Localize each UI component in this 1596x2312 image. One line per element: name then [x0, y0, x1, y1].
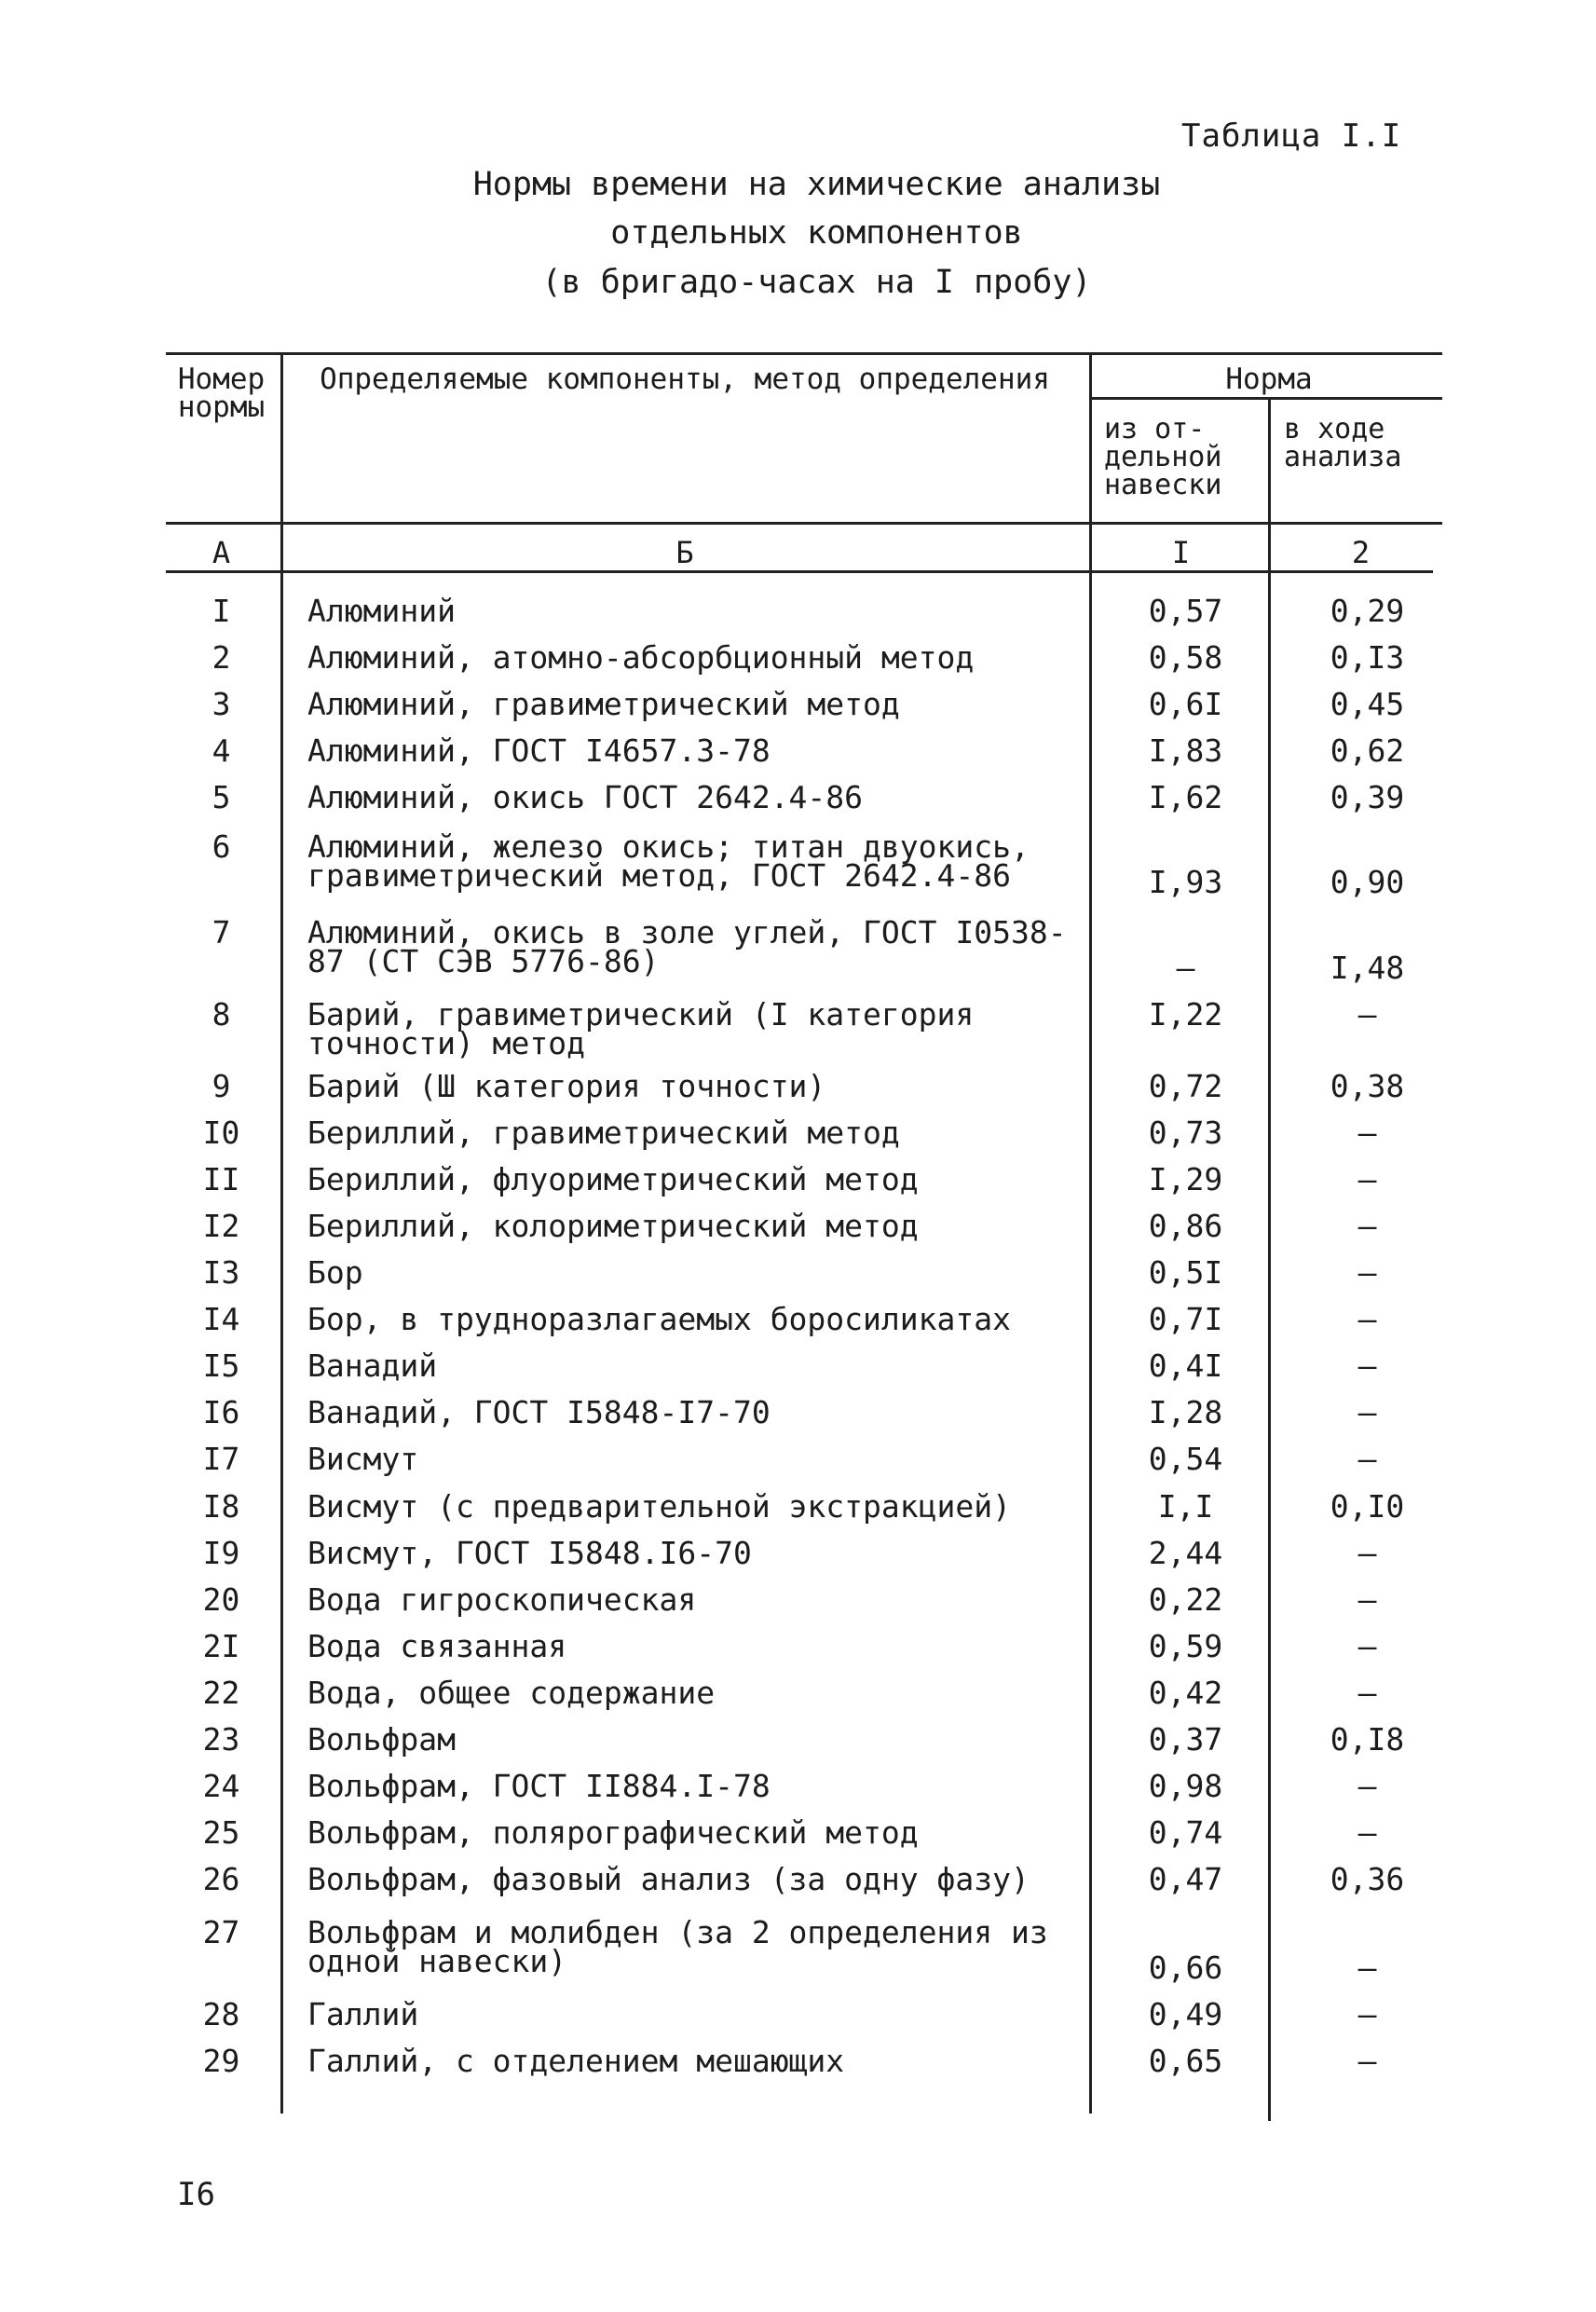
- row-number: 23: [202, 1721, 240, 1758]
- row-norm-during: 0,62: [1330, 732, 1405, 769]
- row-norm-separate: 0,74: [1148, 1814, 1223, 1851]
- row-norm-separate: 0,73: [1148, 1115, 1223, 1151]
- row-norm-during: –: [1357, 1996, 1377, 2032]
- row-norm-during: 0,39: [1330, 779, 1405, 815]
- table-title-line-1: Нормы времени на химические анализы: [472, 166, 1161, 203]
- header-bottom-rule: [166, 522, 1442, 525]
- index-col-a: А: [211, 535, 231, 570]
- row-norm-separate: 0,6I: [1148, 686, 1223, 722]
- row-component: Вода, общее содержание: [307, 1675, 716, 1711]
- row-norm-during: –: [1357, 1208, 1377, 1244]
- row-norm-separate: 0,54: [1148, 1441, 1223, 1477]
- row-number: 7: [211, 914, 231, 951]
- row-norm-during: –: [1357, 2043, 1377, 2079]
- row-norm-separate: 0,58: [1148, 639, 1223, 676]
- row-norm-separate: I,I: [1157, 1488, 1214, 1525]
- header-norm: Норма: [1225, 363, 1313, 396]
- row-norm-separate: 0,57: [1148, 593, 1223, 629]
- row-number: 2I: [202, 1628, 240, 1664]
- row-number: I9: [202, 1535, 240, 1571]
- row-norm-separate: 0,49: [1148, 1996, 1223, 2032]
- row-number: 3: [211, 686, 231, 722]
- row-component: Бор, в трудноразлагаемых боросиликатах: [307, 1301, 1011, 1337]
- row-component: Алюминий, железо окись; титан двуокись, гравиметрический метод, ГОСТ 2642.4-86: [307, 828, 1030, 894]
- row-norm-separate: 0,86: [1148, 1208, 1223, 1244]
- row-norm-separate: I,83: [1148, 732, 1223, 769]
- row-norm-during: 0,I0: [1330, 1488, 1405, 1525]
- row-number: I4: [202, 1301, 240, 1337]
- row-component: Барий (Ш категория точности): [307, 1068, 826, 1104]
- page-number: I6: [177, 2176, 215, 2213]
- row-component: Барий, гравиметрический (I категория точности) метод: [307, 996, 975, 1061]
- index-row-bottom-rule: [166, 570, 1433, 573]
- row-norm-separate: 0,37: [1148, 1721, 1223, 1758]
- row-norm-separate: 0,66: [1148, 1949, 1223, 1986]
- row-norm-separate: I,28: [1148, 1394, 1223, 1430]
- row-norm-separate: 0,98: [1148, 1768, 1223, 1804]
- norm-subheader-rule: [1090, 397, 1442, 400]
- row-component: Висмут: [307, 1441, 419, 1477]
- table-top-rule: [166, 352, 1442, 355]
- column-divider-1: [280, 352, 283, 2114]
- row-number: I6: [202, 1394, 240, 1430]
- row-norm-during: 0,45: [1330, 686, 1405, 722]
- header-components: Определяемые компоненты, метод определения: [320, 363, 1050, 396]
- row-norm-during: 0,I3: [1330, 639, 1405, 676]
- row-component: Алюминий, окись ГОСТ 2642.4-86: [307, 779, 864, 815]
- row-norm-during: –: [1357, 1161, 1377, 1197]
- row-number: 24: [202, 1768, 240, 1804]
- row-norm-during: 0,38: [1330, 1068, 1405, 1104]
- row-number: 28: [202, 1996, 240, 2032]
- row-component: Вольфрам, полярографический метод: [307, 1814, 919, 1851]
- header-during-analysis: в ходе анализа: [1284, 413, 1402, 473]
- header-separate-sample: из от-дельной навески: [1104, 413, 1222, 501]
- row-component: Вода связанная: [307, 1628, 567, 1664]
- row-norm-during: –: [1357, 1254, 1377, 1291]
- row-number: 2: [211, 639, 231, 676]
- row-number: I5: [202, 1348, 240, 1384]
- row-component: Вольфрам, фазовый анализ (за одну фазу): [307, 1861, 1030, 1897]
- row-norm-during: –: [1357, 1394, 1377, 1430]
- row-component: Ванадий: [307, 1348, 438, 1384]
- row-number: 6: [211, 828, 231, 865]
- row-norm-during: –: [1357, 1814, 1377, 1851]
- row-norm-during: –: [1357, 1441, 1377, 1477]
- row-norm-separate: I,62: [1148, 779, 1223, 815]
- row-norm-separate: I,93: [1148, 864, 1223, 900]
- row-component: Вода гигроскопическая: [307, 1581, 697, 1618]
- row-norm-during: –: [1357, 1115, 1377, 1151]
- row-number: 22: [202, 1675, 240, 1711]
- row-norm-during: –: [1357, 1768, 1377, 1804]
- row-norm-during: 0,36: [1330, 1861, 1405, 1897]
- row-component: Ванадий, ГОСТ I5848-I7-70: [307, 1394, 771, 1430]
- row-component: Алюминий, гравиметрический метод: [307, 686, 900, 722]
- row-component: Вольфрам, ГОСТ II884.I-78: [307, 1768, 771, 1804]
- row-component: Алюминий: [307, 593, 456, 629]
- row-norm-separate: 0,7I: [1148, 1301, 1223, 1337]
- index-col-2: 2: [1351, 535, 1371, 570]
- row-norm-separate: 0,47: [1148, 1861, 1223, 1897]
- row-component: Висмут, ГОСТ I5848.I6-70: [307, 1535, 752, 1571]
- row-number: 9: [211, 1068, 231, 1104]
- row-number: 5: [211, 779, 231, 815]
- row-norm-during: –: [1357, 1628, 1377, 1664]
- row-number: I3: [202, 1254, 240, 1291]
- row-component: Алюминий, атомно-абсорбционный метод: [307, 639, 975, 676]
- row-norm-separate: 0,22: [1148, 1581, 1223, 1618]
- index-col-1: I: [1171, 535, 1191, 570]
- row-norm-during: –: [1357, 1675, 1377, 1711]
- row-component: Бериллий, флуориметрический метод: [307, 1161, 919, 1197]
- row-component: Бериллий, колориметрический метод: [307, 1208, 919, 1244]
- row-number: 27: [202, 1914, 240, 1950]
- row-number: 20: [202, 1581, 240, 1618]
- header-number: Номер нормы: [177, 363, 266, 424]
- row-norm-separate: 0,72: [1148, 1068, 1223, 1104]
- row-norm-separate: 0,59: [1148, 1628, 1223, 1664]
- row-norm-during: 0,I8: [1330, 1721, 1405, 1758]
- row-norm-during: 0,29: [1330, 593, 1405, 629]
- row-component: Бериллий, гравиметрический метод: [307, 1115, 900, 1151]
- row-norm-separate: 0,65: [1148, 2043, 1223, 2079]
- row-component: Алюминий, окись в золе углей, ГОСТ I0538-87 (СТ СЭВ 5776-86): [307, 914, 1067, 979]
- row-number: 4: [211, 732, 231, 769]
- row-number: 25: [202, 1814, 240, 1851]
- row-norm-during: –: [1357, 1348, 1377, 1384]
- row-number: I2: [202, 1208, 240, 1244]
- table-title-line-2: отдельных компонентов: [610, 214, 1023, 252]
- row-norm-during: I,48: [1330, 950, 1405, 986]
- row-component: Галлий, с отделением мешающих: [307, 2043, 845, 2079]
- row-norm-separate: 0,42: [1148, 1675, 1223, 1711]
- row-norm-during: –: [1357, 1301, 1377, 1337]
- row-norm-during: –: [1357, 996, 1377, 1033]
- row-norm-during: 0,90: [1330, 864, 1405, 900]
- row-component: Галлий: [307, 1996, 419, 2032]
- row-norm-separate: I,22: [1148, 996, 1223, 1033]
- column-divider-3: [1268, 397, 1271, 2121]
- row-number: II: [202, 1161, 240, 1197]
- row-norm-during: –: [1357, 1535, 1377, 1571]
- row-component: Алюминий, ГОСТ I4657.3-78: [307, 732, 771, 769]
- row-number: 29: [202, 2043, 240, 2079]
- row-number: 8: [211, 996, 231, 1033]
- row-number: I8: [202, 1488, 240, 1525]
- row-norm-during: –: [1357, 1581, 1377, 1618]
- row-norm-separate: 0,5I: [1148, 1254, 1223, 1291]
- row-number: I: [211, 593, 231, 629]
- row-number: I7: [202, 1441, 240, 1477]
- table-label: Таблица I.I: [1181, 117, 1402, 155]
- row-component: Вольфрам и молибден (за 2 определения из одной навески): [307, 1914, 1048, 1979]
- row-norm-separate: 2,44: [1148, 1535, 1223, 1571]
- table-title-line-3: (в бригадо-часах на I пробу): [541, 264, 1092, 301]
- row-component: Бор: [307, 1254, 363, 1291]
- index-col-b: Б: [675, 535, 694, 570]
- row-norm-separate: I,29: [1148, 1161, 1223, 1197]
- row-number: I0: [202, 1115, 240, 1151]
- row-number: 26: [202, 1861, 240, 1897]
- row-norm-separate: –: [1176, 950, 1195, 986]
- row-norm-during: –: [1357, 1949, 1377, 1986]
- row-component: Висмут (с предварительной экстракцией): [307, 1488, 1011, 1525]
- row-norm-separate: 0,4I: [1148, 1348, 1223, 1384]
- row-component: Вольфрам: [307, 1721, 456, 1758]
